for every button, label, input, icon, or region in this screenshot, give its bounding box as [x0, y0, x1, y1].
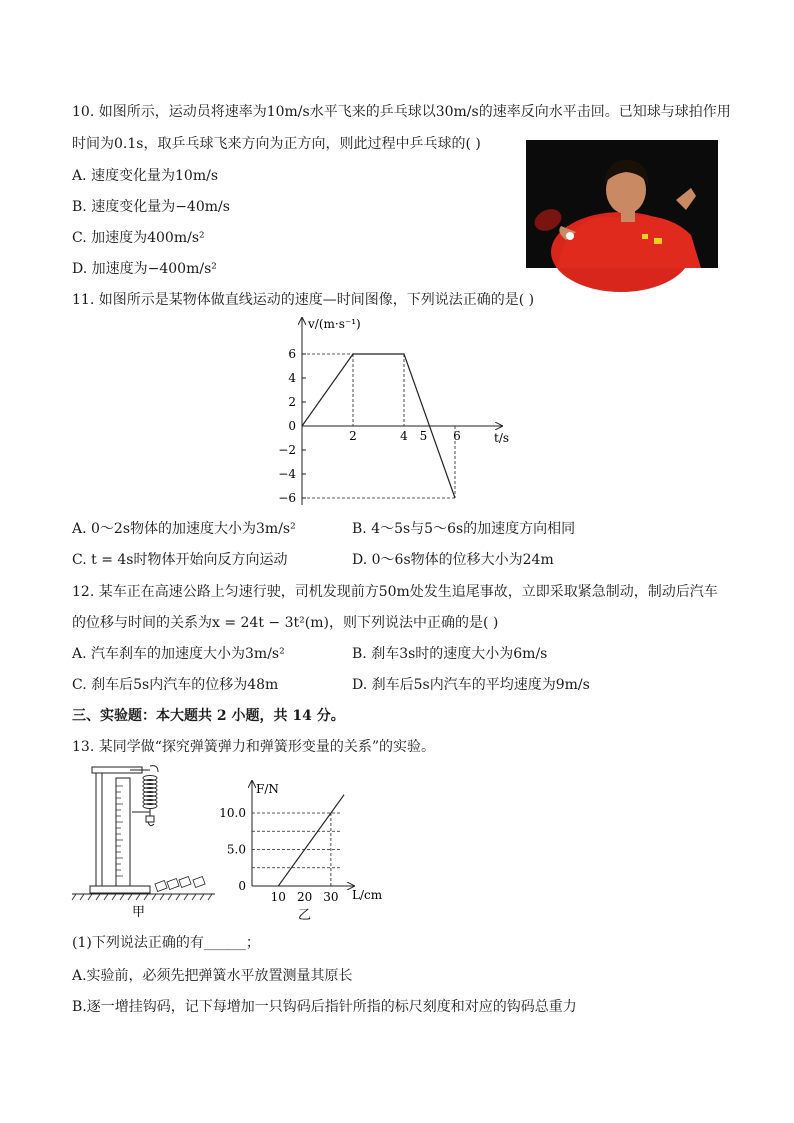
q13-stem: 13. 某同学做“探究弹簧弹力和弹簧形变量的关系”的实验。	[72, 739, 436, 755]
caption-jia: 甲	[132, 905, 146, 920]
q11-option-a: A. 0～2s物体的加速度大小为3m/s²	[72, 521, 296, 537]
q11-option-b: B. 4～5s与5～6s的加速度方向相同	[352, 521, 576, 537]
vt-y-tick-label: 0	[288, 419, 296, 433]
q10-option-c: C. 加速度为400m/s²	[72, 230, 205, 246]
q11-option-c: C. t = 4s时物体开始向反方向运动	[72, 552, 288, 568]
force-length-graph	[219, 775, 392, 925]
fl-y-tick-label: 10.0	[219, 806, 246, 820]
spring-apparatus-diagram	[70, 760, 220, 920]
fl-y-tick-label: 5.0	[226, 842, 246, 857]
vt-y-tick-label: 2	[288, 395, 296, 409]
velocity-time-graph	[272, 310, 532, 510]
q12-option-c: C. 刹车后5s内汽车的位移为48m	[72, 677, 279, 693]
vt-x-tick-label: 5	[419, 429, 428, 443]
q10-option-b: B. 速度变化量为−40m/s	[72, 199, 230, 215]
q12-stem-line2: 的位移与时间的关系为x = 24t − 3t²(m)，则下列说法中正确的是( )	[72, 615, 499, 631]
vt-y-tick-label: −4	[278, 467, 296, 481]
q12-option-a: A. 汽车刹车的加速度大小为3m/s²	[72, 646, 285, 662]
caption-yi: 乙	[298, 908, 312, 923]
vt-y-tick-label: −6	[278, 491, 296, 505]
vt-x-tick-label: 2	[349, 429, 357, 443]
q11-option-d: D. 0～6s物体的位移大小为24m	[352, 552, 554, 568]
fl-x-tick-label: 20	[296, 890, 313, 904]
q12-option-b: B. 刹车3s时的速度大小为6m/s	[352, 646, 548, 662]
q10-stem-line1: 10. 如图所示，运动员将速率为10m/s水平飞来的乒乓球以30m/s的速率反向水平击回。已知球与球拍作用	[72, 104, 731, 120]
fl-x-tick-label: 30	[323, 890, 339, 904]
fl-series-line	[278, 795, 344, 886]
q13-option-b: B.逐一增挂钩码，记下每增加一只钩码后指针所指的标尺刻度和对应的钩码总重力	[72, 999, 577, 1015]
q13-option-a: A.实验前，必须先把弹簧水平放置测量其原长	[72, 968, 353, 984]
fl-x-tick-label: 10	[270, 890, 286, 904]
vt-x-tick-label: 6	[453, 429, 461, 443]
q12-stem-line1: 12. 某车正在高速公路上匀速行驶，司机发现前方50m处发生追尾事故，立即采取紧急制动，制动后汽车	[72, 584, 718, 600]
q10-stem-line2: 时间为0.1s，取乒乓球飞来方向为正方向，则此过程中乒乓球的( )	[72, 136, 481, 152]
fl-x-axis-label: L/cm	[352, 888, 383, 902]
section-heading: 三、实验题：本大题共 2 小题，共 14 分。	[72, 708, 345, 724]
fl-y-axis-label: F/N	[256, 782, 279, 796]
fl-y-tick-label: 0	[238, 879, 246, 893]
q12-option-d: D. 刹车后5s内汽车的平均速度为9m/s	[352, 677, 590, 693]
q10-option-d: D. 加速度为−400m/s²	[72, 261, 217, 277]
vt-y-tick-label: 6	[288, 347, 296, 361]
q13-sub1: (1)下列说法正确的有______；	[72, 935, 260, 951]
vt-y-axis-label: v/(m·s⁻¹)	[308, 317, 361, 331]
vt-y-tick-label: −2	[278, 443, 296, 457]
q11-stem: 11. 如图所示是某物体做直线运动的速度—时间图像，下列说法正确的是( )	[72, 292, 535, 308]
vt-y-tick-label: 4	[288, 371, 296, 385]
vt-x-tick-label: 4	[400, 429, 408, 443]
vt-x-axis-label: t/s	[494, 431, 510, 445]
table-tennis-player-photo	[526, 140, 718, 268]
q10-option-a: A. 速度变化量为10m/s	[72, 168, 219, 184]
